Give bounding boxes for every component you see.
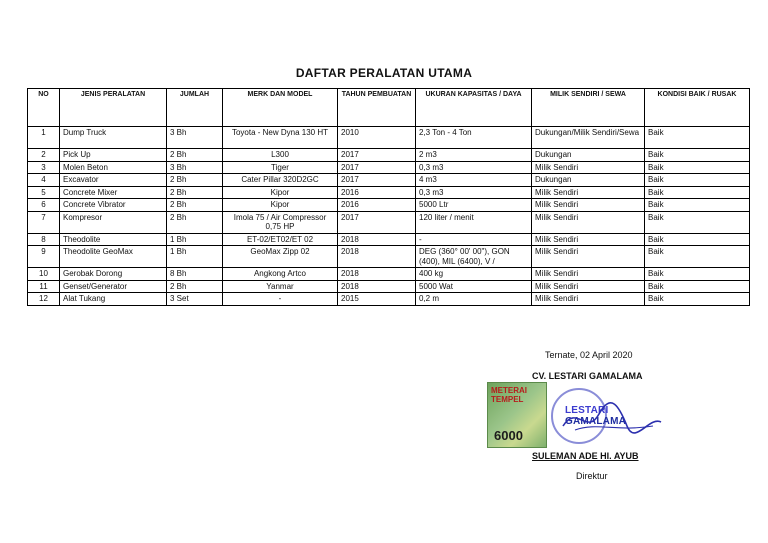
cell-jumlah: 2 Bh [167, 149, 223, 162]
cell-no: 2 [28, 149, 60, 162]
cell-merk: Toyota - New Dyna 130 HT [223, 127, 338, 149]
table-row [28, 280, 750, 293]
header-kepemilikan: MILIK SENDIRI / SEWA [532, 89, 645, 127]
cell-jumlah: 1 Bh [167, 233, 223, 246]
cell-kondisi: Baik [645, 246, 750, 268]
header-kapasitas: UKURAN KAPASITAS / DAYA [416, 89, 532, 127]
cell-no: 11 [28, 280, 60, 293]
cell-jenis: Theodolite GeoMax [60, 246, 167, 268]
cell-no: 12 [28, 293, 60, 306]
cell-jumlah: 2 Bh [167, 280, 223, 293]
cell-tahun: 2018 [338, 268, 416, 281]
cell-jenis: Alat Tukang [60, 293, 167, 306]
header-merk-model: MERK DAN MODEL [223, 89, 338, 127]
cell-kapasitas: 5000 Ltr [416, 199, 532, 212]
cell-tahun: 2018 [338, 233, 416, 246]
cell-kapasitas: 0,2 m [416, 293, 532, 306]
cell-kepemilikan: Milik Sendiri [532, 246, 645, 268]
cell-kondisi: Baik [645, 174, 750, 187]
cell-merk: Yanmar [223, 280, 338, 293]
cell-kepemilikan: Milik Sendiri [532, 293, 645, 306]
signer-role: Direktur [576, 471, 608, 481]
cell-jenis: Concrete Vibrator [60, 199, 167, 212]
place-date: Ternate, 02 April 2020 [545, 350, 633, 360]
page-title: DAFTAR PERALATAN UTAMA [295, 66, 473, 80]
cell-no: 6 [28, 199, 60, 212]
cell-kepemilikan: Dukungan [532, 174, 645, 187]
cell-jenis: Gerobak Dorong [60, 268, 167, 281]
table-header-row [28, 89, 750, 127]
cell-jenis: Theodolite [60, 233, 167, 246]
cell-kondisi: Baik [645, 293, 750, 306]
cell-tahun: 2018 [338, 246, 416, 268]
signer-name: SULEMAN ADE HI. AYUB [532, 451, 639, 461]
cell-kepemilikan: Milik Sendiri [532, 161, 645, 174]
cell-kepemilikan: Milik Sendiri [532, 199, 645, 212]
cell-kapasitas: 0,3 m3 [416, 161, 532, 174]
cell-kondisi: Baik [645, 161, 750, 174]
cell-kapasitas: 2,3 Ton - 4 Ton [416, 127, 532, 149]
cell-kapasitas: - [416, 233, 532, 246]
table-row [28, 293, 750, 306]
cell-jenis: Molen Beton [60, 161, 167, 174]
cell-tahun: 2010 [338, 127, 416, 149]
cell-kapasitas: 400 kg [416, 268, 532, 281]
stamp-signature-area [487, 382, 667, 446]
cell-kepemilikan: Milik Sendiri [532, 211, 645, 233]
handwritten-signature [557, 396, 667, 440]
table-row [28, 246, 750, 268]
cell-kondisi: Baik [645, 199, 750, 212]
equipment-table [27, 88, 750, 306]
cell-kepemilikan: Milik Sendiri [532, 233, 645, 246]
cell-no: 1 [28, 127, 60, 149]
cell-jumlah: 2 Bh [167, 199, 223, 212]
header-kondisi: KONDISI BAIK / RUSAK [645, 89, 750, 127]
cell-kapasitas: 5000 Wat [416, 280, 532, 293]
table-row [28, 127, 750, 149]
cell-no: 3 [28, 161, 60, 174]
cell-merk: Imola 75 / Air Compressor 0,75 HP [223, 211, 338, 233]
cell-kondisi: Baik [645, 280, 750, 293]
cell-merk: Angkong Artco [223, 268, 338, 281]
table-row [28, 149, 750, 162]
cell-merk: Kipor [223, 199, 338, 212]
cell-tahun: 2017 [338, 211, 416, 233]
cell-tahun: 2017 [338, 161, 416, 174]
cell-kondisi: Baik [645, 211, 750, 233]
table-row [28, 199, 750, 212]
company-logo: LESTARI GAMALAMA [565, 405, 627, 427]
table-row [28, 174, 750, 187]
cell-merk: GeoMax Zipp 02 [223, 246, 338, 268]
header-tahun: TAHUN PEMBUATAN [338, 89, 416, 127]
cell-kepemilikan: Milik Sendiri [532, 280, 645, 293]
cell-kapasitas: DEG (360° 00' 00"), GON (400), MIL (6400), V / [416, 246, 532, 268]
company-name: CV. LESTARI GAMALAMA [532, 371, 643, 381]
cell-jumlah: 3 Bh [167, 161, 223, 174]
cell-kondisi: Baik [645, 268, 750, 281]
cell-tahun: 2016 [338, 186, 416, 199]
header-no: NO [28, 89, 60, 127]
cell-tahun: 2017 [338, 149, 416, 162]
cell-jumlah: 8 Bh [167, 268, 223, 281]
cell-kepemilikan: Dukungan/Milik Sendiri/Sewa [532, 127, 645, 149]
cell-jenis: Genset/Generator [60, 280, 167, 293]
cell-kapasitas: 120 liter / menit [416, 211, 532, 233]
cell-jumlah: 1 Bh [167, 246, 223, 268]
cell-no: 8 [28, 233, 60, 246]
cell-merk: L300 [223, 149, 338, 162]
stamp-value: 6000 [494, 428, 523, 443]
cell-tahun: 2015 [338, 293, 416, 306]
cell-kapasitas: 0,3 m3 [416, 186, 532, 199]
stamp-label-2: TEMPEL [491, 395, 524, 404]
cell-jenis: Kompresor [60, 211, 167, 233]
cell-merk: ET-02/ET02/ET 02 [223, 233, 338, 246]
cell-no: 5 [28, 186, 60, 199]
stamp-label-1: METERAI [491, 386, 527, 395]
header-jenis-peralatan: JENIS PERALATAN [60, 89, 167, 127]
revenue-stamp [487, 382, 547, 448]
cell-jumlah: 2 Bh [167, 186, 223, 199]
table-row [28, 233, 750, 246]
cell-merk: Kipor [223, 186, 338, 199]
cell-no: 7 [28, 211, 60, 233]
cell-kepemilikan: Milik Sendiri [532, 186, 645, 199]
cell-tahun: 2016 [338, 199, 416, 212]
cell-no: 4 [28, 174, 60, 187]
cell-merk: Tiger [223, 161, 338, 174]
table-row [28, 161, 750, 174]
cell-kepemilikan: Dukungan [532, 149, 645, 162]
cell-jumlah: 3 Bh [167, 127, 223, 149]
header-jumlah: JUMLAH [167, 89, 223, 127]
cell-jenis: Dump Truck [60, 127, 167, 149]
cell-kondisi: Baik [645, 186, 750, 199]
cell-merk: Cater Pillar 320D2GC [223, 174, 338, 187]
cell-no: 10 [28, 268, 60, 281]
cell-tahun: 2018 [338, 280, 416, 293]
cell-kepemilikan: Milik Sendiri [532, 268, 645, 281]
table-row [28, 186, 750, 199]
cell-no: 9 [28, 246, 60, 268]
cell-kapasitas: 2 m3 [416, 149, 532, 162]
cell-jenis: Excavator [60, 174, 167, 187]
cell-jumlah: 3 Set [167, 293, 223, 306]
cell-kapasitas: 4 m3 [416, 174, 532, 187]
cell-merk: - [223, 293, 338, 306]
cell-jumlah: 2 Bh [167, 211, 223, 233]
cell-tahun: 2017 [338, 174, 416, 187]
cell-kondisi: Baik [645, 127, 750, 149]
cell-kondisi: Baik [645, 149, 750, 162]
cell-kondisi: Baik [645, 233, 750, 246]
cell-jenis: Concrete Mixer [60, 186, 167, 199]
table-row [28, 211, 750, 233]
cell-jenis: Pick Up [60, 149, 167, 162]
cell-jumlah: 2 Bh [167, 174, 223, 187]
table-row [28, 268, 750, 281]
